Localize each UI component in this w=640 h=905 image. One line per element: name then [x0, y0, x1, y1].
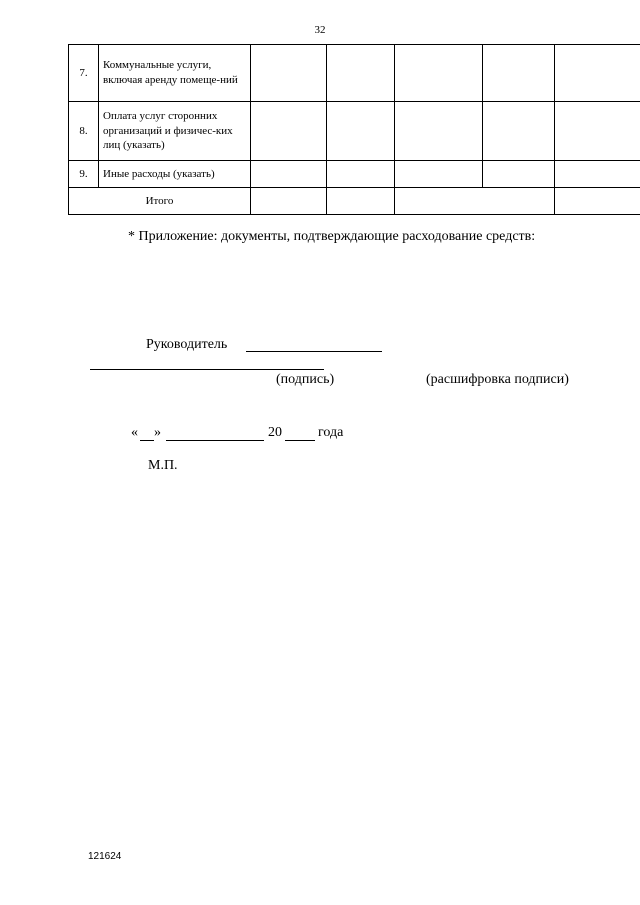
- date-open-quote: «: [131, 425, 138, 440]
- table-cell: [395, 45, 483, 102]
- table-cell: [395, 102, 483, 161]
- total-row: [69, 188, 640, 215]
- row-name: Коммунальные услуги, включая аренду помеще-ний: [99, 45, 251, 102]
- table-cell: [327, 102, 395, 161]
- table-cell: [251, 161, 327, 188]
- row-name: Иные расходы (указать): [99, 161, 251, 188]
- row-number: 7.: [69, 45, 99, 102]
- decoding-line: [90, 369, 324, 370]
- expenses-table: [68, 44, 640, 215]
- table-cell: [251, 102, 327, 161]
- year-suffix: года: [318, 425, 344, 440]
- table-cell: [395, 188, 555, 215]
- table-row: [69, 102, 640, 161]
- table-cell: [483, 161, 555, 188]
- date-close-quote: »: [154, 425, 161, 440]
- table-cell: [555, 45, 640, 102]
- year-prefix: 20: [268, 425, 282, 440]
- table-cell: [327, 161, 395, 188]
- table-cell: [555, 102, 640, 161]
- head-label: Руководитель: [146, 337, 228, 352]
- table-cell: [327, 45, 395, 102]
- day-line: [140, 440, 154, 441]
- table-cell: [395, 161, 483, 188]
- table-cell: [327, 188, 395, 215]
- table-cell: [251, 45, 327, 102]
- row-number: 9.: [69, 161, 99, 188]
- table-row: [69, 161, 640, 188]
- row-name: Оплата услуг сторонних организаций и физичес-ких лиц (указать): [99, 102, 251, 161]
- total-label: Итого: [69, 188, 251, 215]
- decoding-caption: (расшифровка подписи): [426, 372, 569, 387]
- appendix-note: * Приложение: документы, подтверждающие расходование средств:: [128, 229, 536, 244]
- table-row: [69, 45, 640, 102]
- table-cell: [483, 45, 555, 102]
- row-number: 8.: [69, 102, 99, 161]
- head-signature-line: [246, 351, 382, 352]
- signature-caption: (подпись): [276, 372, 335, 387]
- page-number: 32: [314, 24, 326, 36]
- table-cell: [555, 188, 640, 215]
- month-line: [166, 440, 264, 441]
- document-id: 121624: [88, 851, 122, 862]
- table-cell: [251, 188, 327, 215]
- table-cell: [483, 102, 555, 161]
- table-cell: [555, 161, 640, 188]
- year-line: [285, 440, 315, 441]
- stamp-place: М.П.: [148, 458, 178, 473]
